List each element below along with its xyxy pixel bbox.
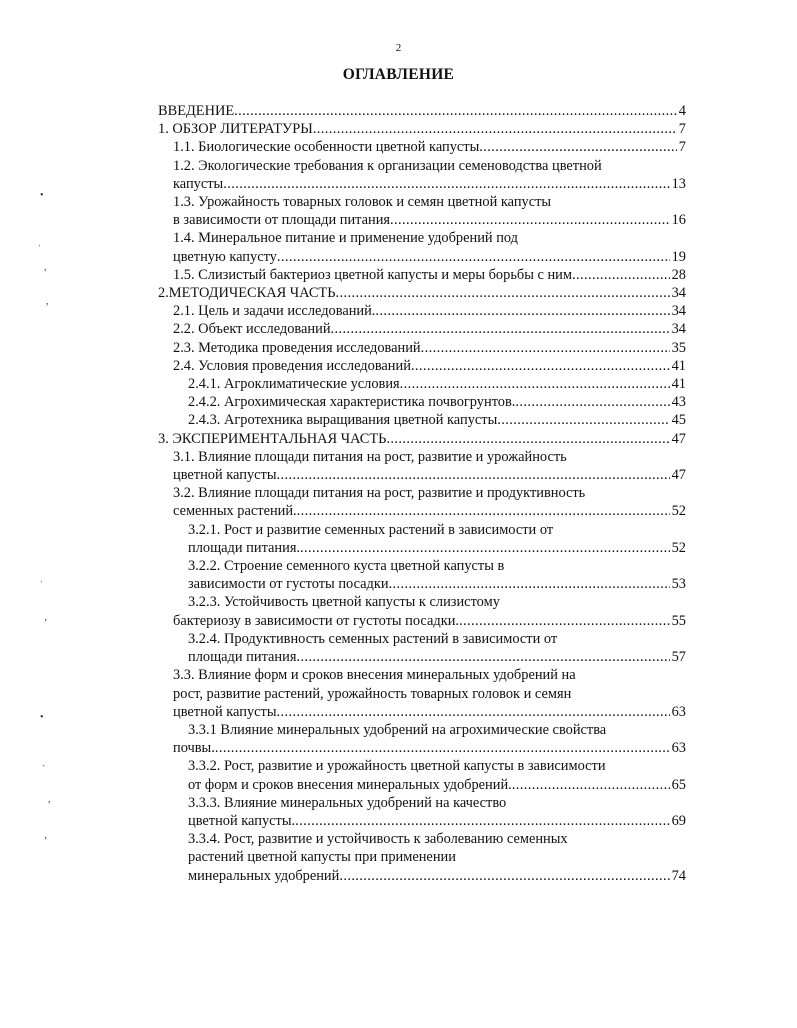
dot-leader — [215, 739, 670, 757]
toc-entry — [158, 138, 686, 156]
toc-entry — [158, 302, 686, 320]
dot-leader — [411, 357, 670, 375]
toc-entry-text: 2.МЕТОДИЧЕСКАЯ ЧАСТЬ — [158, 285, 336, 302]
toc-entry — [158, 630, 686, 666]
toc-entry-text: 2.4. Условия проведения исследований — [173, 357, 411, 374]
toc-entry-text: 3.3.1 Влияние минеральных удобрений на агрохимические свойства — [188, 721, 607, 738]
toc-page-number: 7 — [678, 139, 686, 156]
toc-entry-text: 2.4.2. Агрохимическая характеристика почвогрунтов. — [188, 394, 516, 411]
toc-entry — [158, 266, 686, 284]
toc-entry-text: 3. ЭКСПЕРИМЕНТАЛЬНАЯ ЧАСТЬ — [158, 430, 387, 447]
scan-speck: ‚ — [44, 830, 48, 841]
toc-page-number: 45 — [671, 412, 686, 429]
dot-leader — [277, 466, 670, 484]
toc-page-number: 69 — [671, 812, 686, 829]
toc-entry — [158, 593, 686, 629]
toc-page-number: 57 — [671, 649, 686, 666]
toc-entry-text: бактериозу в зависимости от густоты посадки. — [173, 612, 459, 629]
toc-page-number: 63 — [671, 703, 686, 720]
toc-page-number: 53 — [671, 576, 686, 593]
toc-entry-text: 1.1. Биологические особенности цветной капусты — [173, 139, 480, 156]
toc-page-number: 34 — [671, 321, 686, 338]
dot-leader — [331, 320, 670, 338]
toc-page-number: 7 — [678, 121, 686, 138]
dot-leader — [295, 812, 670, 830]
toc-entry — [158, 448, 686, 484]
toc-entry-text: зависимости от густоты посадки — [188, 576, 389, 593]
dot-leader — [572, 266, 670, 284]
toc-entry-text: цветной капусты — [173, 703, 277, 720]
dot-leader — [390, 211, 670, 229]
toc-entry-text: 2.4.3. Агротехника выращивания цветной капусты — [188, 412, 498, 429]
toc-entry-text: 3.3.3. Влияние минеральных удобрений на качество — [188, 794, 507, 811]
toc-page-number: 34 — [671, 285, 686, 302]
toc-page-number: 52 — [671, 503, 686, 520]
toc-entry-text: почвы. — [173, 740, 215, 757]
toc-entry — [158, 375, 686, 393]
dot-leader — [497, 411, 669, 429]
toc-entry — [158, 339, 686, 357]
scan-speck: ˌ — [38, 236, 42, 247]
toc-entry-text: 2.4.1. Агроклиматические условия — [188, 376, 400, 393]
dot-leader — [389, 575, 670, 593]
toc-page-number: 28 — [671, 266, 686, 283]
toc-page-number: 74 — [671, 867, 686, 884]
toc-entry — [158, 102, 686, 120]
toc-entry-text: 2.2. Объект исследований — [173, 321, 331, 338]
toc-entry-text: 3.2. Влияние площади питания на рост, развитие и продуктивность — [173, 485, 586, 502]
toc-entry-text: 3.3.4. Рост, развитие и устойчивость к заболеванию семенных — [188, 831, 568, 848]
toc-entry-text: минеральных удобрений — [188, 867, 340, 884]
toc-entry — [158, 721, 686, 757]
toc-entry-text: цветной капусты — [173, 467, 277, 484]
toc-entry-text: 1.5. Слизистый бактериоз цветной капусты и меры борьбы с ним — [173, 266, 572, 283]
toc-entry-text: 3.1. Влияние площади питания на рост, развитие и урожайность — [173, 448, 567, 465]
toc-entry — [158, 830, 686, 885]
toc-entry-text: 1. ОБЗОР ЛИТЕРАТУРЫ — [158, 121, 313, 138]
toc-entry-text: рост, развитие растений, урожайность товарных головок и семян — [173, 685, 572, 702]
scan-speck: • — [40, 190, 44, 201]
toc-entry-text: 2.1. Цель и задачи исследований. — [173, 303, 376, 320]
toc-entry-text: 3.3. Влияние форм и сроков внесения минеральных удобрений на — [173, 667, 576, 684]
toc-entry-text: семенных растений. — [173, 503, 297, 520]
toc-page-number: 35 — [671, 339, 686, 356]
toc-entry — [158, 284, 686, 302]
toc-entry-text: 3.2.4. Продуктивность семенных растений в зависимости от — [188, 630, 558, 647]
toc-entry — [158, 757, 686, 793]
toc-entry-text: 3.2.3. Устойчивость цветной капусты к слизистому — [188, 594, 500, 611]
table-of-contents — [158, 102, 686, 885]
dot-leader — [313, 120, 677, 138]
scan-speck: ˌ — [40, 572, 44, 583]
toc-entry-text: 2.3. Методика проведения исследований — [173, 339, 421, 356]
dot-leader — [277, 703, 670, 721]
toc-entry-text: в зависимости от площади питания — [173, 212, 391, 229]
dot-leader — [234, 102, 677, 120]
toc-entry-text: растений цветной капусты при применении — [188, 849, 456, 866]
toc-entry — [158, 521, 686, 557]
toc-entry — [158, 794, 686, 830]
dot-leader — [375, 302, 669, 320]
dot-leader — [300, 539, 670, 557]
toc-page-number: 47 — [671, 467, 686, 484]
dot-leader — [479, 138, 677, 156]
toc-page-number: 47 — [671, 430, 686, 447]
toc-entry — [158, 393, 686, 411]
toc-entry — [158, 666, 686, 721]
toc-entry-text: 3.2.2. Строение семенного куста цветной капусты в — [188, 558, 505, 575]
scan-speck: • — [40, 712, 44, 723]
toc-entry — [158, 357, 686, 375]
dot-leader — [297, 502, 670, 520]
toc-page-number: 52 — [671, 539, 686, 556]
toc-entry — [158, 430, 686, 448]
toc-entry-text: 3.3.2. Рост, развитие и урожайность цветной капусты в зависимости — [188, 758, 606, 775]
page-number: 2 — [395, 42, 402, 54]
dot-leader — [400, 375, 670, 393]
toc-entry — [158, 484, 686, 520]
dot-leader — [223, 175, 669, 193]
toc-entry — [158, 320, 686, 338]
dot-leader — [339, 867, 669, 885]
toc-entry-text: 1.3. Урожайность товарных головок и семян цветной капусты — [173, 194, 552, 211]
toc-page-number: 13 — [671, 175, 686, 192]
toc-entry-text: площади питания — [188, 649, 297, 666]
toc-entry-text: от форм и сроков внесения минеральных удобрений. — [188, 776, 512, 793]
scan-speck: , — [46, 296, 49, 307]
toc-entry-text: цветной капусты. — [188, 812, 296, 829]
toc-page-number: 41 — [671, 357, 686, 374]
toc-entry — [158, 411, 686, 429]
dot-leader — [296, 648, 669, 666]
toc-page-number: 4 — [678, 103, 686, 119]
toc-entry-text: площади питания. — [188, 539, 301, 556]
scan-speck: ˏ — [42, 756, 46, 767]
toc-page-number: 34 — [671, 303, 686, 320]
scan-speck: ‚ — [44, 612, 48, 623]
dot-leader — [515, 393, 669, 411]
dot-leader — [335, 284, 669, 302]
toc-page-number: 16 — [671, 212, 686, 229]
toc-entry-text: ВВЕДЕНИЕ — [158, 103, 235, 119]
scan-speck: , — [48, 794, 51, 805]
scan-speck: , — [44, 262, 47, 273]
toc-entry-text: 1.2. Экологические требования к организации семеноводства цветной — [173, 157, 602, 174]
toc-page-number: 55 — [671, 612, 686, 629]
toc-entry — [158, 157, 686, 193]
toc-entry-text: капусты — [173, 175, 224, 192]
dot-leader — [512, 776, 670, 794]
dot-leader — [421, 339, 670, 357]
toc-page-number: 65 — [671, 776, 686, 793]
toc-entry — [158, 120, 686, 138]
dot-leader — [386, 430, 669, 448]
toc-entry — [158, 229, 686, 265]
toc-entry — [158, 557, 686, 593]
toc-page-number: 19 — [671, 248, 686, 265]
toc-page-number: 43 — [671, 394, 686, 411]
toc-page-number: 41 — [671, 376, 686, 393]
dot-leader — [459, 612, 670, 630]
dot-leader — [277, 248, 670, 266]
toc-entry — [158, 193, 686, 229]
toc-title: ОГЛАВЛЕНИЕ — [342, 66, 455, 83]
toc-entry-text: 1.4. Минеральное питание и применение удобрений под — [173, 230, 519, 247]
toc-page-number: 63 — [671, 740, 686, 757]
toc-entry-text: цветную капусту — [173, 248, 277, 265]
toc-entry-text: 3.2.1. Рост и развитие семенных растений в зависимости от — [188, 521, 554, 538]
